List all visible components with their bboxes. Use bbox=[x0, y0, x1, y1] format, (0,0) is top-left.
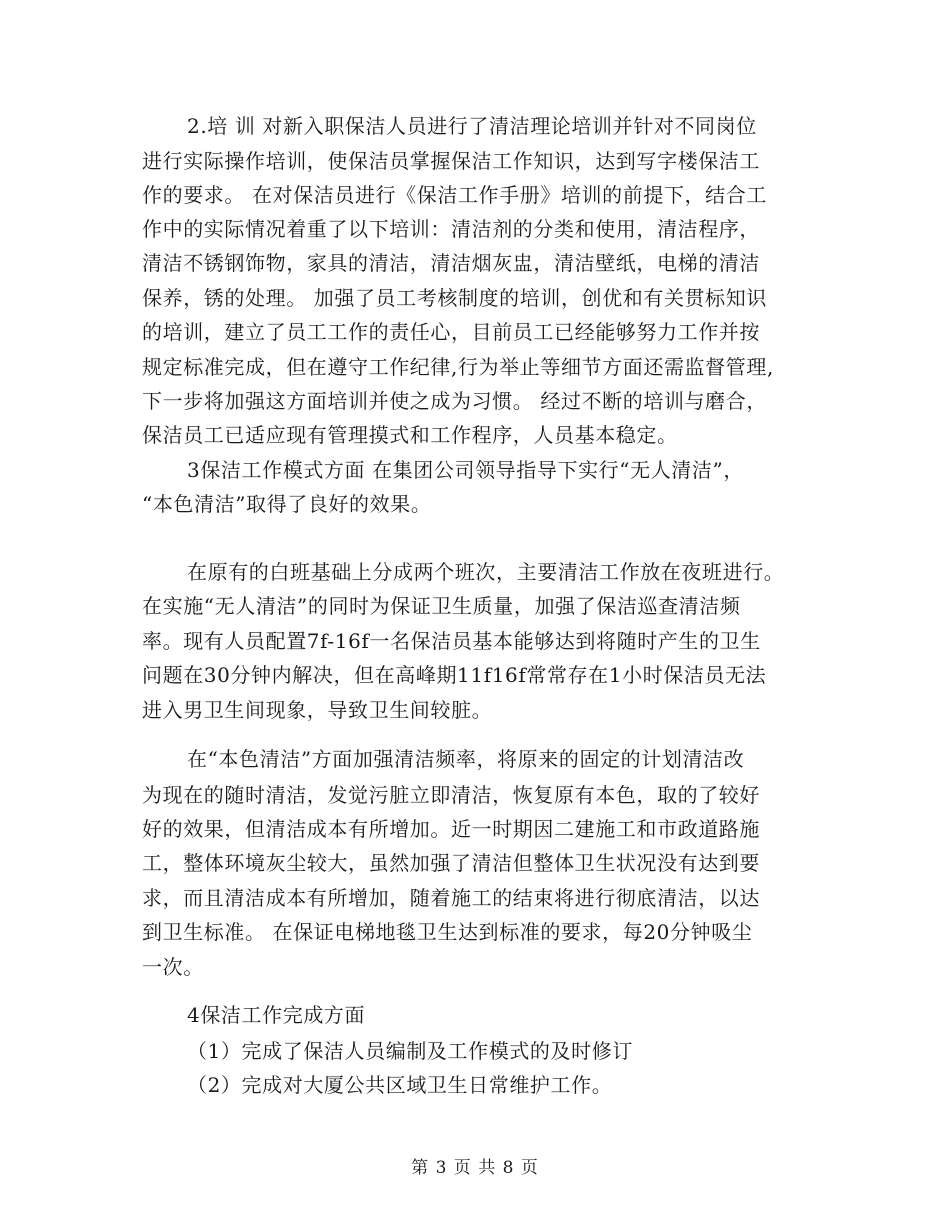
paragraph-line: 问题在30分钟内解决，但在高峰期11f16f常常存在1小时保洁员无法 bbox=[142, 663, 767, 687]
paragraph-line: 的培训，建立了员工工作的责任心，目前员工已经能够努力工作并按 bbox=[142, 320, 760, 344]
paragraph-line: 清洁不锈钢饰物，家具的清洁，清洁烟灰盅，清洁壁纸，电梯的清洁 bbox=[142, 251, 760, 275]
paragraph-line: 率。现有人员配置7f-16f一名保洁员基本能够达到将随时产生的卫生 bbox=[142, 629, 761, 653]
section-heading-line: 3保洁工作模式方面 在集团公司领导指导下实行“无人清洁”， bbox=[187, 458, 744, 482]
paragraph-line: 在原有的白班基础上分成两个班次，主要清洁工作放在夜班进行。 bbox=[187, 560, 785, 584]
paragraph-line: 下一步将加强这方面培训并使之成为习惯。 经过不断的培训与磨合， bbox=[142, 389, 767, 413]
paragraph-line: 好的效果，但清洁成本有所增加。近一时期因二建施工和市政道路施 bbox=[142, 817, 760, 841]
list-item: （2）完成对大厦公共区域卫生日常维护工作。 bbox=[187, 1073, 613, 1097]
paragraph-line: 到卫生标准。 在保证电梯地毯卫生达到标准的要求，每20分钟吸尘 bbox=[142, 920, 753, 944]
paragraph-line: 进行实际操作培训，使保洁员掌握保洁工作知识，达到写字楼保洁工 bbox=[142, 149, 760, 173]
paragraph-line: 在实施“无人清洁”的同时为保证卫生质量，加强了保洁巡查清洁频 bbox=[142, 594, 741, 618]
paragraph-line: 保洁员工已适应现有管理摸式和工作程序，人员基本稳定。 bbox=[142, 423, 678, 447]
section-heading-line: 4保洁工作完成方面 bbox=[187, 1003, 366, 1027]
paragraph-line: “本色清洁”取得了良好的效果。 bbox=[142, 492, 432, 516]
paragraph-line: 2.培 训 对新入职保洁人员进行了清洁理论培训并针对不同岗位 bbox=[187, 114, 757, 138]
paragraph-line: 作的要求。 在对保洁员进行《保洁工作手册》培训的前提下，结合工 bbox=[142, 183, 767, 207]
paragraph-line: 在“本色清洁”方面加强清洁频率，将原来的固定的计划清洁改 bbox=[187, 747, 745, 771]
paragraph-line: 一次。 bbox=[142, 955, 204, 979]
paragraph-line: 作中的实际情况着重了以下培训：清洁剂的分类和使用，清洁程序， bbox=[142, 217, 760, 241]
paragraph-line: 为现在的随时清洁，发觉污脏立即清洁，恢复原有本色，取的了较好 bbox=[142, 783, 760, 807]
paragraph-line: 求，而且清洁成本有所增加，随着施工的结束将进行彻底清洁，以达 bbox=[142, 886, 760, 910]
paragraph-line: 进入男卫生间现象，导致卫生间较脏。 bbox=[142, 698, 493, 722]
paragraph-line: 规定标准完成，但在遵守工作纪律,行为举止等细节方面还需监督管理, bbox=[142, 355, 774, 379]
paragraph-line: 工，整体环境灰尘较大，虽然加强了清洁但整体卫生状况没有达到要 bbox=[142, 851, 760, 875]
page-footer: 第 3 页 共 8 页 bbox=[411, 1158, 539, 1178]
paragraph-line: 保养，锈的处理。 加强了员工考核制度的培训，创优和有关贯标知识 bbox=[142, 286, 767, 310]
list-item: （1）完成了保洁人员编制及工作模式的及时修订 bbox=[187, 1039, 633, 1063]
